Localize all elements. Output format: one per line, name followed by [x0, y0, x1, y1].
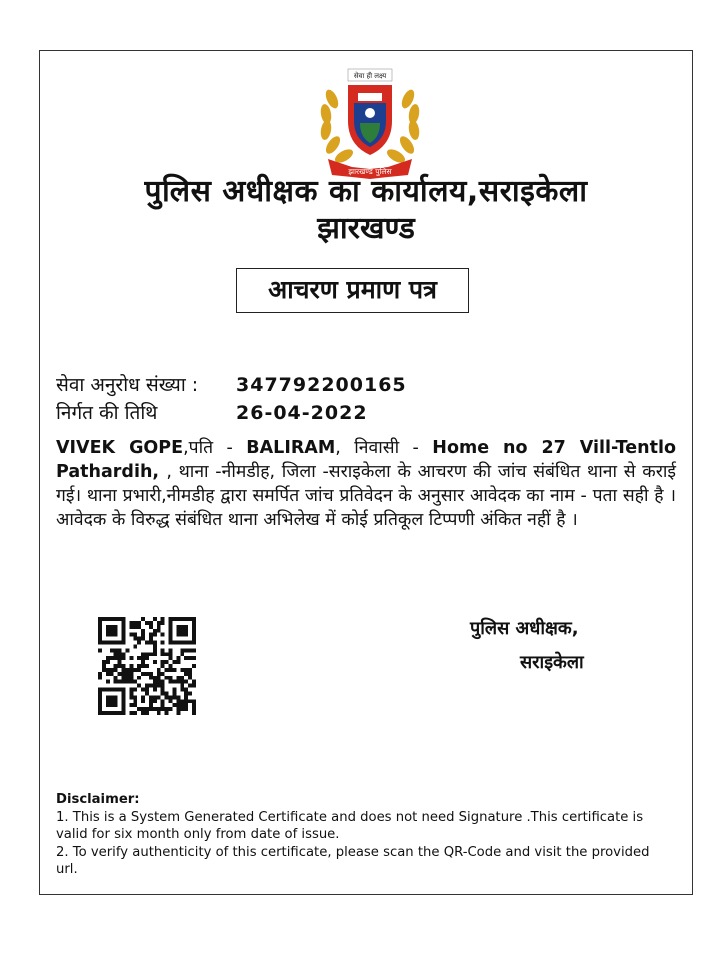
request-number-value: 347792200165: [236, 374, 407, 396]
certificate-body: [56, 436, 676, 532]
emblem-ribbon-text: झारखण्ड पुलिस: [348, 167, 392, 176]
request-number-row: [56, 371, 407, 397]
body-text-3: , थाना -नीमडीह, जिला -सराइकेला के आचरण की जांच संबंधित थाना से कराई गई। थाना प्रभारी,नीमडीह द्वारा समर्पित जांच प्रतिवेदन के अनुसार आवेदक का नाम - पता सही है । आवेदक के विरुद्ध संबंधित थाना अभिलेख में कोई प्रतिकूल टिप्पणी अंकित नहीं है ।: [56, 462, 677, 530]
certificate-title: आचरण प्रमाण पत्र: [236, 268, 469, 313]
signatory-place: सराइकेला: [520, 652, 584, 673]
emblem-icon: [280, 59, 460, 179]
office-state: झारखण्ड: [317, 211, 415, 246]
certificate-sheet: [39, 50, 693, 895]
disclaimer-line-2: 2. To verify authenticity of this certificate, please scan the QR-Code and visit the provided url.: [56, 844, 650, 877]
issue-date-value: 26-04-2022: [236, 402, 368, 424]
applicant-name: VIVEK GOPE: [56, 438, 184, 458]
applicant-address: Home no 27 Vill-Tentlo Pathardih,: [56, 438, 677, 482]
office-title: पुलिस अधीक्षक का कार्यालय,सराइकेला: [144, 174, 588, 209]
disclaimer: [56, 791, 666, 879]
father-name: BALIRAM: [246, 438, 336, 458]
police-emblem-logo: [280, 59, 460, 179]
qr-code[interactable]: [98, 617, 196, 719]
qr-code-icon: [98, 617, 196, 715]
body-text-2: , निवासी -: [335, 438, 433, 458]
signatory-designation: पुलिस अधीक्षक,: [470, 618, 579, 639]
issue-date-label: निर्गत की तिथि: [56, 402, 158, 424]
issue-date-row: [56, 399, 368, 425]
disclaimer-line-1: 1. This is a System Generated Certificate and does not need Signature .This certificate is valid for six month only from date of issue.: [56, 809, 644, 842]
disclaimer-heading: Disclaimer:: [56, 792, 140, 807]
body-text-1: ,पति -: [183, 438, 247, 458]
emblem-motto: सेवा ही लक्ष्य: [353, 72, 387, 80]
request-number-label: सेवा अनुरोध संख्या :: [56, 374, 199, 396]
